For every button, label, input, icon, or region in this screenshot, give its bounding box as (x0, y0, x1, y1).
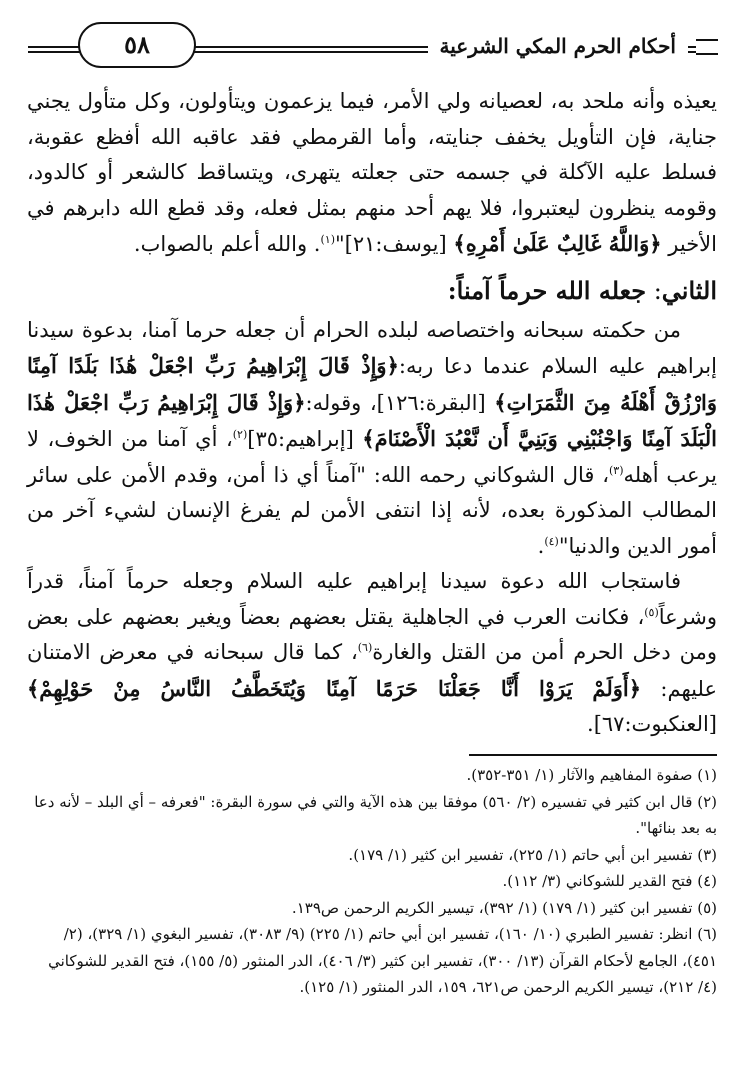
footnote-marker: (٦) (357, 641, 373, 654)
page-header (28, 22, 718, 70)
para2-text: ، أي آمنا من الخوف، لا يرعب أهله (27, 427, 717, 487)
footnote-marker: (٤) (544, 534, 559, 548)
para1-text: يعيذه وأنه ملحد به، لعصيانه ولي الأمر، فيما يزعمون ويتأولون، وكل متأول يجني جناية، فإن التأويل يخفف جنايته، وأما القرمطي فقد عاقبه الله أفظع عقوبة، فسلط عليه الآكلة في جسمه حتى جعلته يتهرى، ويتساقط كالشعر أو كالدود، وقومه ينظرون ليعتبروا، فلا يهم أحد منهم بمثل فعله، وقد قطع الله دابرهم في الأخير (27, 89, 717, 256)
footnote: (٢) قال ابن كثير في تفسيره (٢/ ٥٦٠) موفقا بين هذه الآية والتي في سورة البقرة: "فعرفه – أي البلد – لأنه دعا به بعد بنائها". (34, 792, 717, 837)
paragraph-3 (27, 564, 717, 743)
heading-separator: : (646, 276, 662, 305)
para2-text: ، وقوله: (305, 390, 377, 415)
para2-end: . (537, 533, 545, 558)
verse-reference: [البقرة:١٢٦] (376, 390, 486, 415)
para3-text: ، كما قال سبحانه في معرض الامتنان عليهم: (27, 640, 717, 701)
para3-text: فاستجاب الله دعوة سيدنا إبراهيم عليه السلام وجعله حرماً آمناً، قدراً وشرعاً (27, 569, 717, 629)
para2-text: من حكمته سبحانه واختصاصه لبلده الحرام أن جعله حرما آمنا، بدعوة سيدنا إبراهيم عليه السلام عندما دعا ربه: (27, 317, 717, 378)
footnote-marker: (٣) (608, 463, 624, 477)
quran-verse: ﴿وَاللَّهُ غَالِبٌ عَلَىٰ أَمْرِهِ﴾ (453, 231, 662, 256)
footnote: (٦) انظر: تفسير الطبري (١٠/ ١٦٠)، تفسير ابن أبي حاتم (١/ ٢٢٥) (٩/ ٣٠٨٣)، تفسير البغوي (١/ ٣٢٩)، (٢/ ٤٥١)، الجامع لأحكام القرآن (١٣/ ٣٠٠)، تفسير ابن كثير (٣/ ٤٠٦)، الدر المنثور (٥/ ١٥٥)، فتح القدير للشوكاني (٤/ ٢١٢)، تيسير الكريم الرحمن ص٦٢١، ١٥٩، الدر المنثور (١/ ١٢٥). (48, 925, 717, 996)
heading-label: الثاني (661, 275, 717, 305)
quran-verse: ﴿أَوَلَمْ يَرَوْا أَنَّا جَعَلْنَا حَرَمًا آمِنًا وَيُتَخَطَّفُ النَّاسُ مِنْ حَوْلِهِمْ﴾ (27, 675, 642, 701)
quran-verse: ﴿وَإِذْ قَالَ إِبْرَاهِيمُ رَبِّ اجْعَلْ هَٰذَا الْبَلَدَ آمِنًا وَاجْنُبْنِي وَبَنِيَّ أَن نَّعْبُدَ الْأَصْنَامَ﴾ (27, 389, 717, 451)
para3-text: ، فكانت العرب في الجاهلية يقتل بعضهم بعضاً ويغير بعضهم على بعض ومن دخل الحرم أمن من القتل والغارة (27, 604, 717, 664)
verse-reference: [العنكبوت:٦٧]. (587, 712, 717, 736)
heading-colon: : (447, 275, 457, 305)
footnote: (٥) تفسير ابن كثير (١/ ١٧٩) (١/ ٣٩٢)، تيسير الكريم الرحمن ص١٣٩. (291, 898, 717, 917)
running-title: أحكام الحرم المكي الشرعية (428, 30, 688, 62)
main-text (27, 84, 717, 743)
footnotes (27, 762, 717, 1001)
footnote-separator (469, 754, 717, 756)
header-dash (696, 39, 718, 55)
footnote-marker: (٢) (232, 428, 248, 441)
section-heading (27, 271, 717, 311)
paragraph-2 (27, 313, 717, 565)
quran-verse: ﴿وَإِذْ قَالَ إِبْرَاهِيمُ رَبِّ اجْعَلْ هَٰذَا بَلَدًا آمِنًا وَارْزُقْ أَهْلَهُ مِنَ الثَّمَرَاتِ﴾ (27, 353, 718, 415)
footnote: (٣) تفسير ابن أبي حاتم (١/ ٢٢٥)، تفسير ابن كثير (١/ ١٧٩). (348, 845, 717, 864)
verse-reference: [إبراهيم:٣٥] (247, 427, 354, 451)
footnote: (١) صفوة المفاهيم والآثار (١/ ٣٥١-٣٥٢). (466, 766, 717, 784)
footnote-marker: (٥) (644, 605, 659, 619)
verse-reference: [يوسف:٢١]" (335, 232, 447, 256)
heading-text: جعله الله حرماً آمناً (456, 275, 647, 305)
para1-end: . والله أعلم بالصواب. (133, 232, 321, 256)
footnote: (٤) فتح القدير للشوكاني (٣/ ١١٢). (502, 872, 717, 890)
footnote-marker: (١) (320, 233, 335, 246)
page-number: ٥٨ (78, 22, 196, 68)
para2-text: ، قال الشوكاني رحمه الله: "آمناً أي ذا أمن، وقدم الأمن على سائر المطالب المذكورة بعده، لأنه إذا انتفى الأمن لم يفرغ الإنسان لشيء آخر من أمور الدين والدنيا" (27, 462, 717, 558)
paragraph-1 (27, 84, 717, 263)
